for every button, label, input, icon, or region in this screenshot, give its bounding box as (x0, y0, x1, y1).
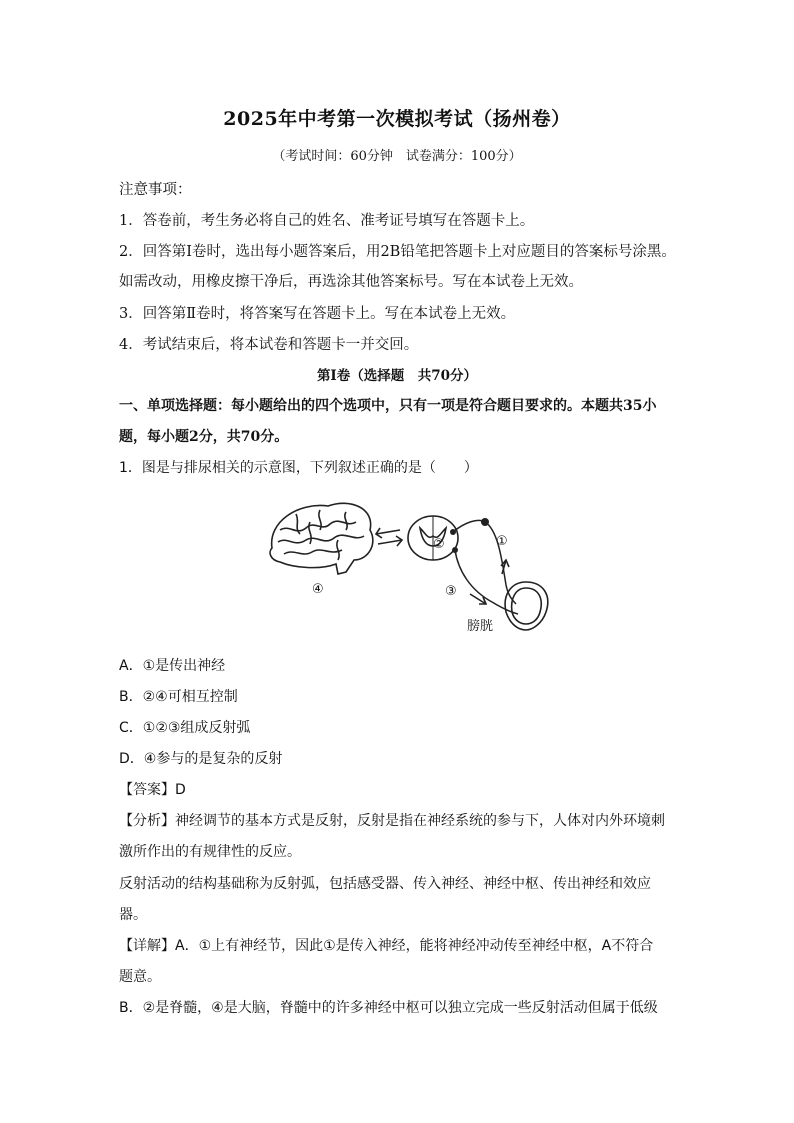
analysis-text: 【分析】神经调节的基本方式是反射，反射是指在神经系统的参与下，人体对内外环境刺 (119, 813, 665, 829)
option-b: B．②④可相互控制 (119, 689, 238, 705)
label-1: ① (496, 534, 508, 549)
option-d: D．④参与的是复杂的反射 (119, 751, 283, 767)
bidirectional-arrow-icon (376, 528, 402, 546)
option-a: A．①是传出神经 (119, 658, 226, 674)
answer-line: 【答案】D (119, 782, 186, 798)
brain-illustration (270, 503, 373, 574)
note-item: 2．回答第Ⅰ卷时，选出每小题答案后，用2B铅笔把答题卡上对应题目的答案标号涂黑。 (119, 244, 676, 260)
label-3: ③ (445, 584, 457, 599)
page-title: 2025年中考第一次模拟考试（扬州卷） (223, 108, 571, 130)
note-item: 4．考试结束后，将本试卷和答题卡一并交回。 (119, 337, 419, 353)
note-item: 3．回答第Ⅱ卷时，将答案写在答题卡上。写在本试卷上无效。 (119, 306, 516, 322)
analysis-text: 反射活动的结构基础称为反射弧，包括感受器、传入神经、神经中枢、传出神经和效应 (119, 876, 651, 892)
analysis-text: 激所作出的有规律性的反应。 (119, 844, 301, 860)
label-2: ② (433, 537, 445, 552)
detail-text: 【详解】A．①上有神经节，因此①是传入神经，能将神经冲动传至神经中枢，A不符合 (119, 938, 654, 954)
detail-text: 题意。 (119, 969, 161, 985)
label-4: ④ (312, 582, 324, 597)
note-item-continued: 如需改动，用橡皮擦干净后，再选涂其他答案标号。写在本试卷上无效。 (119, 274, 583, 290)
analysis-text: 器。 (119, 907, 147, 923)
option-c: C．①②③组成反射弧 (119, 720, 251, 736)
notes-heading: 注意事项： (119, 182, 192, 198)
reflex-diagram (250, 500, 550, 640)
section-instruction-continued: 题，每小题2分，共70分。 (119, 429, 289, 445)
detail-text: B．②是脊髓，④是大脑，脊髓中的许多神经中枢可以独立完成一些反射活动但属于低级 (119, 1000, 658, 1016)
exam-info: （考试时间：60分钟 试卷满分：100分） (272, 149, 522, 164)
question-stem: 1．图是与排尿相关的示意图，下列叙述正确的是（ ） (119, 460, 478, 476)
section-title: 第Ⅰ卷（选择题 共70分） (316, 368, 478, 384)
urination-reflex-figure (250, 500, 550, 640)
note-item: 1．答卷前，考生务必将自己的姓名、准考证号填写在答题卡上。 (119, 213, 535, 229)
bladder-label: 膀胱 (467, 619, 494, 634)
section-instruction: 一、单项选择题：每小题给出的四个选项中，只有一项是符合题目要求的。本题共35小 (119, 398, 657, 414)
bladder-illustration (505, 582, 548, 630)
